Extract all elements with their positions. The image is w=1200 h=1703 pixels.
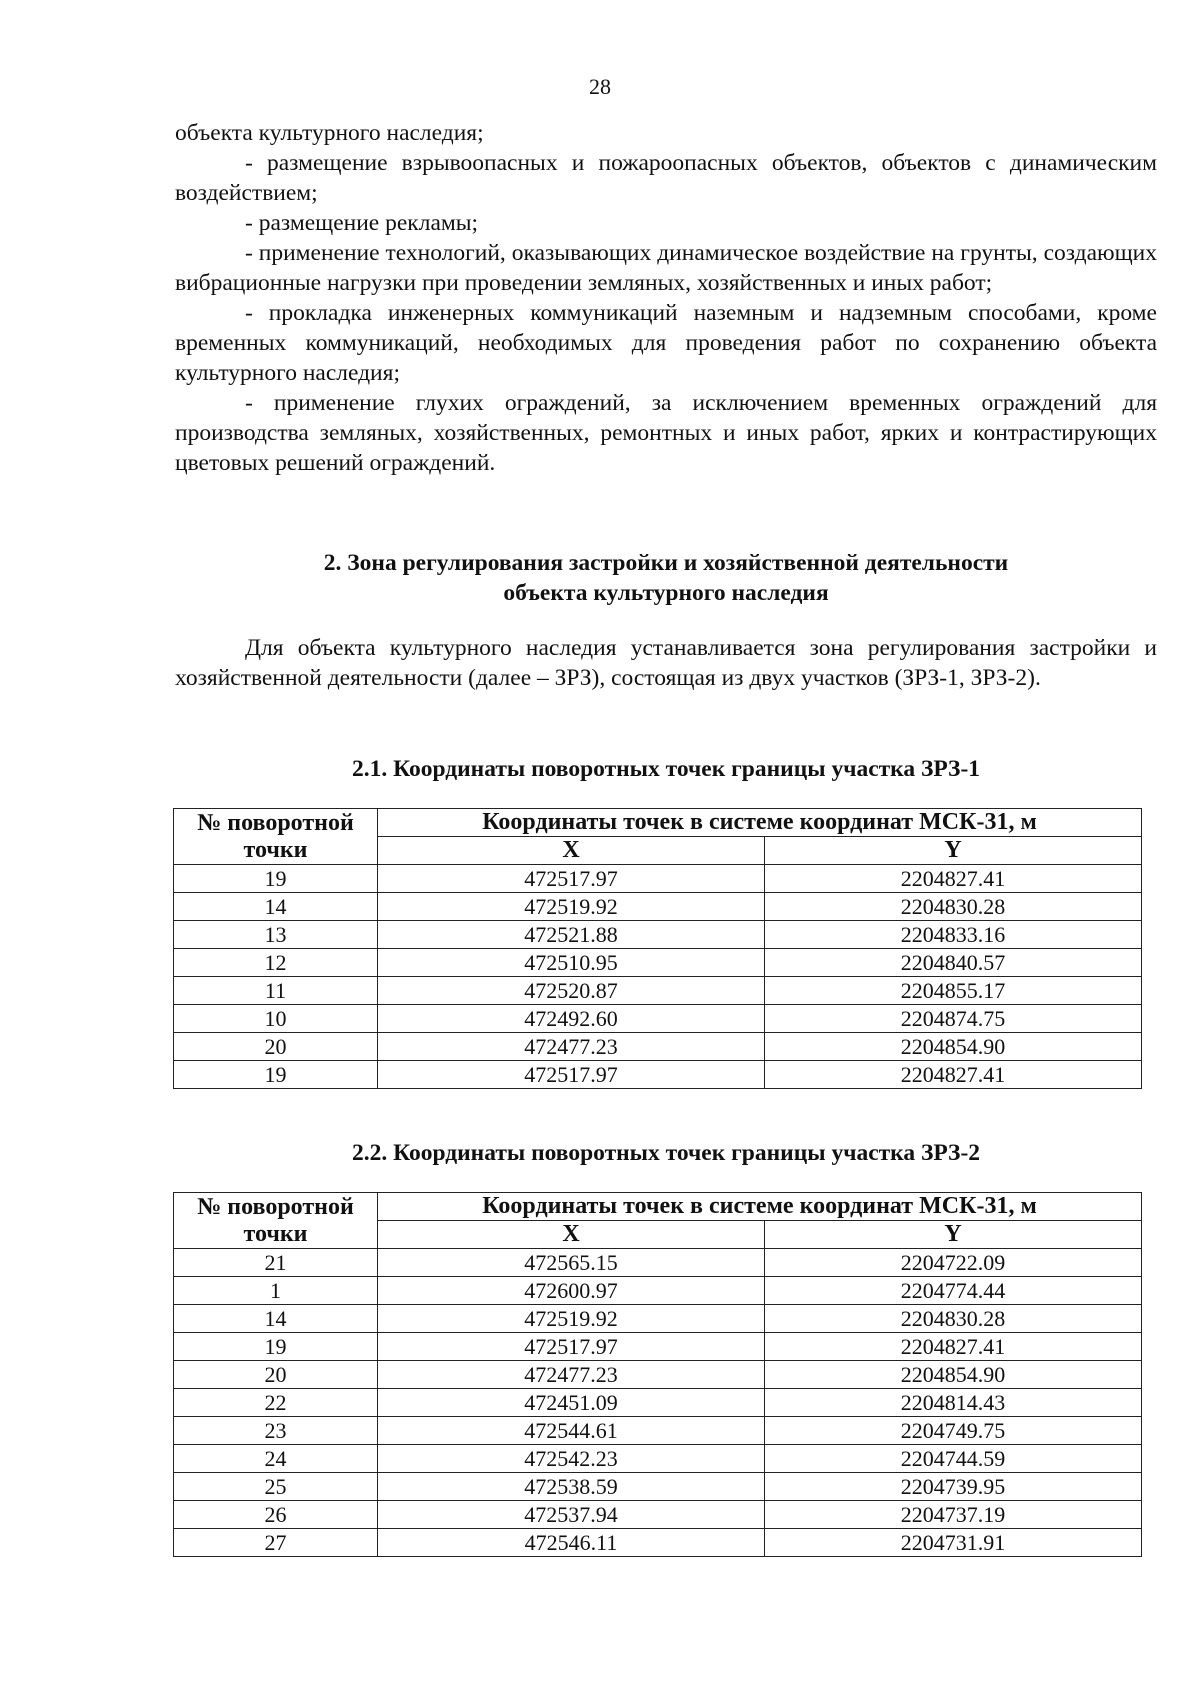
coordinates-table-zrz1: [173, 808, 1142, 1089]
cell-y: 2204731.91: [765, 1529, 1142, 1557]
header-point-number: № поворотной точки: [174, 809, 378, 865]
table-row: [174, 1305, 1142, 1333]
cell-x: 472519.92: [378, 1305, 765, 1333]
table-row: [174, 1473, 1142, 1501]
cell-point-number: 10: [174, 1005, 378, 1033]
cell-y: 2204854.90: [765, 1361, 1142, 1389]
table-row: [174, 893, 1142, 921]
table-row: [174, 1277, 1142, 1305]
table-row: [174, 949, 1142, 977]
table-row: [174, 1361, 1142, 1389]
cell-x: 472451.09: [378, 1389, 765, 1417]
table-body: [174, 1249, 1142, 1557]
table-row: [174, 1445, 1142, 1473]
table-row: [174, 1417, 1142, 1445]
cell-y: 2204774.44: [765, 1277, 1142, 1305]
cell-x: 472520.87: [378, 977, 765, 1005]
cell-point-number: 25: [174, 1473, 378, 1501]
table-row: [174, 1389, 1142, 1417]
cell-point-number: 19: [174, 865, 378, 893]
table-title-zrz1: 2.1. Координаты поворотных точек границы участка ЗРЗ-1: [351, 756, 981, 782]
cell-point-number: 1: [174, 1277, 378, 1305]
table-row: [174, 1005, 1142, 1033]
cell-y: 2204830.28: [765, 1305, 1142, 1333]
list-item: - применение технологий, оказывающих динамическое воздействие на грунты, создающих вибрационные нагрузки при проведении земляных, хозяйственных и иных работ;: [175, 240, 1157, 296]
table-row: [174, 865, 1142, 893]
table-row: [174, 1061, 1142, 1089]
table-body: [174, 865, 1142, 1089]
cell-y: 2204855.17: [765, 977, 1142, 1005]
cell-y: 2204739.95: [765, 1473, 1142, 1501]
table-row: [174, 1529, 1142, 1557]
cell-x: 472517.97: [378, 1333, 765, 1361]
section-heading-line: объекта культурного наследия: [503, 580, 829, 606]
list-item: - размещение рекламы;: [245, 210, 479, 236]
cell-point-number: 13: [174, 921, 378, 949]
cell-point-number: 19: [174, 1333, 378, 1361]
cell-point-number: 20: [174, 1033, 378, 1061]
cell-x: 472477.23: [378, 1361, 765, 1389]
cell-point-number: 23: [174, 1417, 378, 1445]
cell-x: 472542.23: [378, 1445, 765, 1473]
cell-y: 2204749.75: [765, 1417, 1142, 1445]
restrictions-list: [175, 118, 1157, 478]
coordinates-table-zrz2: [173, 1192, 1142, 1557]
cell-y: 2204833.16: [765, 921, 1142, 949]
cell-x: 472477.23: [378, 1033, 765, 1061]
cell-point-number: 21: [174, 1249, 378, 1277]
cell-y: 2204827.41: [765, 865, 1142, 893]
cell-y: 2204827.41: [765, 1333, 1142, 1361]
cell-y: 2204830.28: [765, 893, 1142, 921]
cell-y: 2204827.41: [765, 1061, 1142, 1089]
cell-y: 2204874.75: [765, 1005, 1142, 1033]
cell-y: 2204737.19: [765, 1501, 1142, 1529]
cell-x: 472538.59: [378, 1473, 765, 1501]
cell-point-number: 26: [174, 1501, 378, 1529]
header-point-number: № поворотной точки: [174, 1193, 378, 1249]
list-item: - прокладка инженерных коммуникаций наземным и надземным способами, кроме временных коммуникаций, необходимых для проведения работ по сохранению объекта культурного наследия;: [175, 300, 1157, 386]
cell-x: 472546.11: [378, 1529, 765, 1557]
cell-x: 472519.92: [378, 893, 765, 921]
header-y: Y: [765, 837, 1142, 865]
list-item: - размещение взрывоопасных и пожароопасных объектов, объектов с динамическим воздействием;: [175, 150, 1157, 206]
cell-x: 472544.61: [378, 1417, 765, 1445]
cell-point-number: 12: [174, 949, 378, 977]
cell-y: 2204814.43: [765, 1389, 1142, 1417]
cell-point-number: 14: [174, 893, 378, 921]
cell-x: 472600.97: [378, 1277, 765, 1305]
section-paragraph: Для объекта культурного наследия устанавливается зона регулирования застройки и хозяйственной деятельности (далее – ЗРЗ), состоящая из двух участков (ЗРЗ-1, ЗРЗ-2).: [175, 635, 1157, 691]
header-coordinates: Координаты точек в системе координат МСК-31, м: [378, 1193, 1142, 1221]
cell-point-number: 11: [174, 977, 378, 1005]
cell-x: 472565.15: [378, 1249, 765, 1277]
cell-y: 2204854.90: [765, 1033, 1142, 1061]
cell-y: 2204744.59: [765, 1445, 1142, 1473]
cell-point-number: 24: [174, 1445, 378, 1473]
table-row: [174, 977, 1142, 1005]
cell-point-number: 20: [174, 1361, 378, 1389]
section-heading: [175, 548, 1157, 608]
section-heading-line: 2. Зона регулирования застройки и хозяйственной деятельности: [323, 550, 1009, 576]
cell-x: 472510.95: [378, 949, 765, 977]
paragraph: объекта культурного наследия;: [175, 120, 484, 146]
cell-x: 472517.97: [378, 865, 765, 893]
header-coordinates: Координаты точек в системе координат МСК-31, м: [378, 809, 1142, 837]
header-x: X: [378, 837, 765, 865]
header-y: Y: [765, 1221, 1142, 1249]
table-title-zrz2: 2.2. Координаты поворотных точек границы участка ЗРЗ-2: [351, 1140, 981, 1166]
table-row: [174, 1501, 1142, 1529]
cell-x: 472537.94: [378, 1501, 765, 1529]
page-number: 28: [589, 74, 611, 99]
header-x: X: [378, 1221, 765, 1249]
table-row: [174, 1033, 1142, 1061]
cell-y: 2204840.57: [765, 949, 1142, 977]
cell-point-number: 19: [174, 1061, 378, 1089]
list-item: - применение глухих ограждений, за исключением временных ограждений для производства земляных, хозяйственных, ремонтных и иных работ, ярких и контрастирующих цветовых решений ограждений.: [175, 390, 1157, 476]
cell-point-number: 22: [174, 1389, 378, 1417]
table-row: [174, 921, 1142, 949]
cell-point-number: 14: [174, 1305, 378, 1333]
cell-point-number: 27: [174, 1529, 378, 1557]
table-row: [174, 1333, 1142, 1361]
cell-y: 2204722.09: [765, 1249, 1142, 1277]
cell-x: 472521.88: [378, 921, 765, 949]
table-row: [174, 1249, 1142, 1277]
cell-x: 472517.97: [378, 1061, 765, 1089]
cell-x: 472492.60: [378, 1005, 765, 1033]
